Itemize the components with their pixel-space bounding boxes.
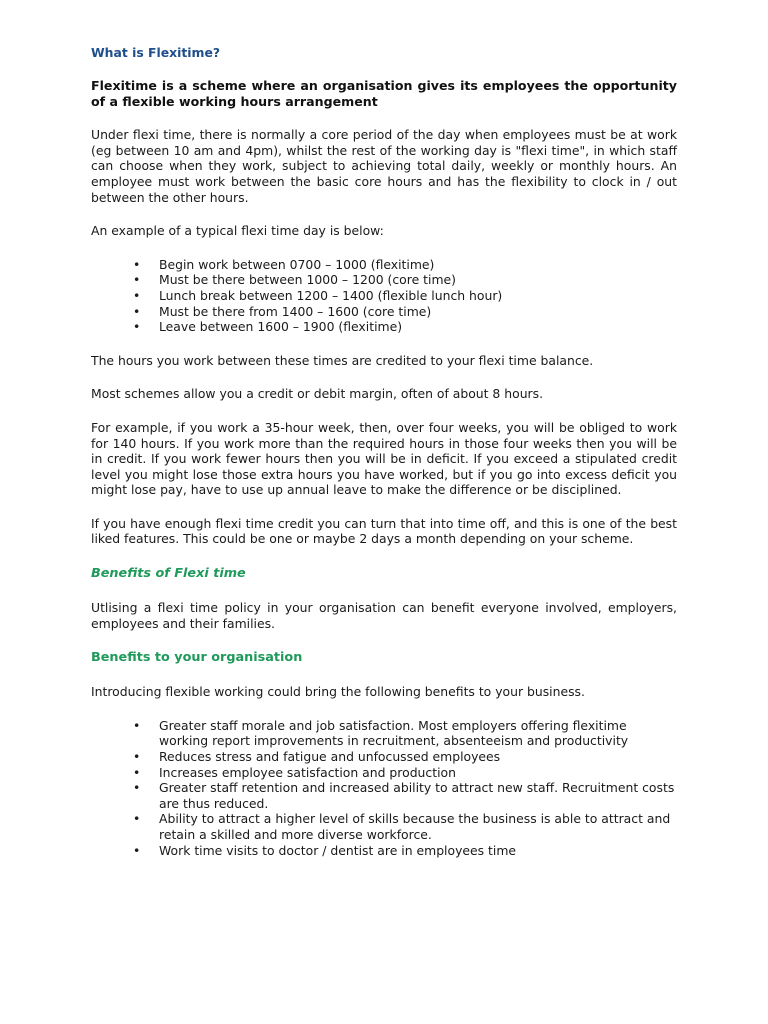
paragraph-utilising: Utlising a flexi time policy in your organisation can benefit everyone involved, employers, employees and their families. <box>91 600 677 631</box>
bullet-icon: • <box>133 717 141 733</box>
list-item: • Greater staff morale and job satisfaction. Most employers offering flexitime working report improvements in recruitment, absenteeism and productivity <box>133 717 629 749</box>
list-item: • Leave between 1600 – 1900 (flexitime) <box>133 319 403 335</box>
page-title: What is Flexitime? <box>91 45 221 60</box>
bullet-icon: • <box>133 319 141 335</box>
list-item: • Increases employee satisfaction and production <box>133 764 456 780</box>
paragraph-margin: Most schemes allow you a credit or debit margin, often of about 8 hours. <box>91 386 544 402</box>
bullet-icon: • <box>133 811 141 827</box>
bullet-icon: • <box>133 764 141 780</box>
paragraph-example-hours: For example, if you work a 35-hour week, then, over four weeks, you will be obliged to work for 140 hours. If you work more than the required hours in those four weeks then you will be in credit. If you work fewer hours then you will be in deficit. If you exceed a stipulated credit level you might lose those extra hours you have worked, but if you go into excess deficit you might lose pay, have to use up annual leave to make the difference or be disciplined. <box>91 419 677 498</box>
heading-benefits-flexi: Benefits of Flexi time <box>91 566 246 582</box>
benefits-list <box>91 718 677 858</box>
document-content <box>91 44 677 876</box>
list-item: • Greater staff retention and increased ability to attract new staff. Recruitment costs are thus reduced. <box>133 780 675 811</box>
bullet-icon: • <box>133 749 141 765</box>
list-item: • Begin work between 0700 – 1000 (flexitime) <box>133 256 435 272</box>
lead-paragraph: Flexitime is a scheme where an organisation gives its employees the opportunity of a flexible working hours arrangement <box>91 78 677 109</box>
list-item: • Must be there from 1400 – 1600 (core time) <box>133 303 432 319</box>
bullet-icon: • <box>133 780 141 796</box>
paragraph-example-intro: An example of a typical flexi time day is below: <box>91 223 384 239</box>
paragraph-credited: The hours you work between these times are credited to your flexi time balance. <box>91 352 594 368</box>
bullet-icon: • <box>133 287 141 303</box>
list-item: • Must be there between 1000 – 1200 (core time) <box>133 272 456 288</box>
list-item: • Reduces stress and fatigue and unfocussed employees <box>133 749 501 765</box>
list-item: • Lunch break between 1200 – 1400 (flexible lunch hour) <box>133 287 503 303</box>
heading-benefits-organisation: Benefits to your organisation <box>91 650 303 666</box>
bullet-icon: • <box>133 842 141 858</box>
bullet-icon: • <box>133 303 141 319</box>
paragraph-time-off: If you have enough flexi time credit you can turn that into time off, and this is one of the best liked features. This could be one or maybe 2 days a month depending on your scheme. <box>91 515 677 547</box>
list-item: • Work time visits to doctor / dentist are in employees time <box>133 842 517 858</box>
paragraph-introducing: Introducing flexible working could bring the following benefits to your business. <box>91 684 585 700</box>
bullet-icon: • <box>133 256 141 272</box>
bullet-icon: • <box>133 272 141 288</box>
schedule-list <box>91 257 677 335</box>
list-item: • Ability to attract a higher level of skills because the business is able to attract and retain a skilled and more diverse workforce. <box>133 811 671 842</box>
paragraph-core-period: Under flexi time, there is normally a core period of the day when employees must be at work (eg between 10 am and 4pm), whilst the rest of the working day is "flexi time", in which staff can choose when they work, subject to achieving total daily, weekly or monthly hours. An employee must work between the basic core hours and has the flexibility to clock in / out between the other hours. <box>91 127 677 205</box>
